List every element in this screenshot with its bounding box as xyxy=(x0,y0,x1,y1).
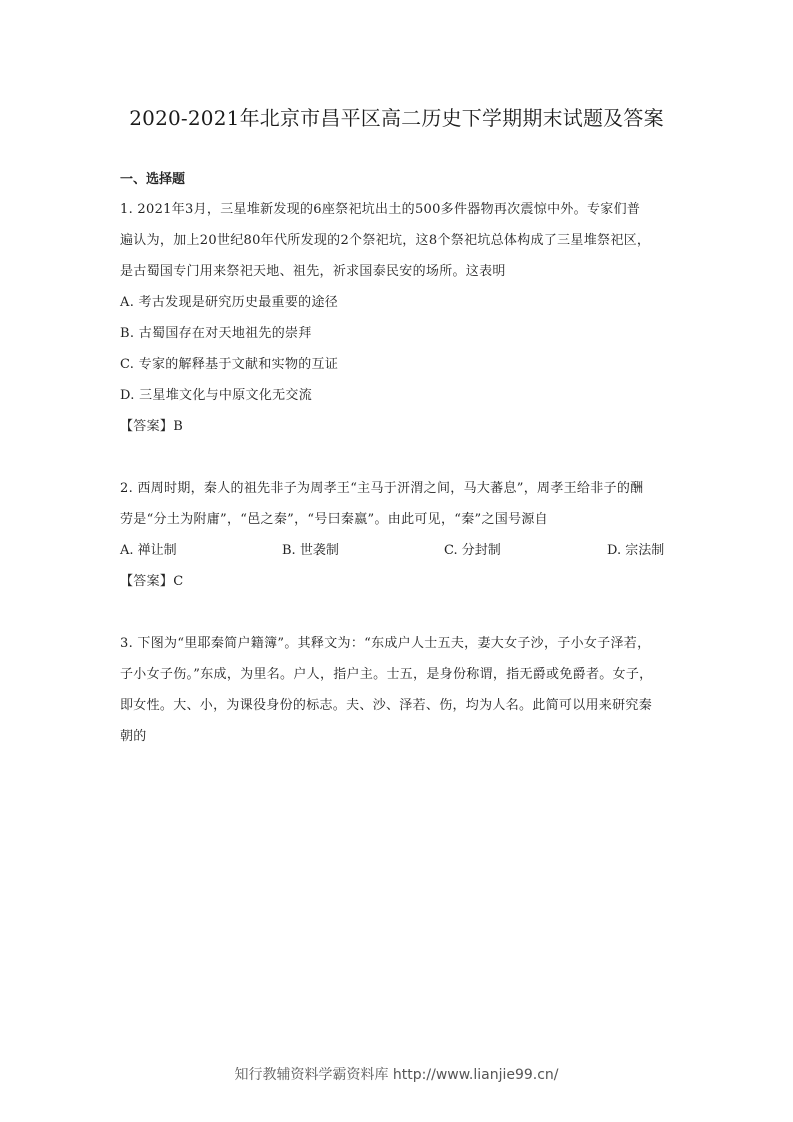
question-3-stem-line-1: 3. 下图为“里耶秦简户籍簿”。其释文为：“东成户人士五夫，妻大女子沙，子小女子泽若， xyxy=(120,636,651,651)
question-2-stem-line-2: 劳是“分土为附庸”，“邑之秦”，“号曰秦嬴”。由此可见，“秦”之国号源自 xyxy=(120,512,548,527)
question-3-stem-line-4: 朝的 xyxy=(120,729,147,744)
question-3-stem-line-2: 子小女子伤。”东成，为里名。户人，指户主。士五，是身份称谓，指无爵或免爵者。女子， xyxy=(120,667,653,682)
question-1-stem-line-2: 遍认为，加上20世纪80年代所发现的2个祭祀坑，这8个祭祀坑总体构成了三星堆祭祀区， xyxy=(120,233,651,248)
document-title: 2020-2021年北京市昌平区高二历史下学期期末试题及答案 xyxy=(129,106,664,130)
question-2-answer: 【答案】C xyxy=(120,574,184,589)
footer-watermark-text: 知行教辅资料学霸资料库 http://www.lianjie99.cn/ xyxy=(234,1067,559,1083)
question-2-option-d: D. 宗法制 xyxy=(607,543,665,558)
question-2-option-a: A. 禅让制 xyxy=(120,543,177,558)
question-1-option-a: A. 考古发现是研究历史最重要的途径 xyxy=(120,295,339,310)
question-1-option-c: C. 专家的解释基于文献和实物的互证 xyxy=(120,357,339,372)
section-heading: 一、选择题 xyxy=(120,172,186,187)
question-1-option-d: D. 三星堆文化与中原文化无交流 xyxy=(120,388,313,403)
question-2-option-c: C. 分封制 xyxy=(444,543,501,558)
question-3-stem-line-3: 即女性。大、小，为课役身份的标志。夫、沙、泽若、伤，均为人名。此简可以用来研究秦 xyxy=(120,698,653,713)
question-1-stem-line-1: 1. 2021年3月，三星堆新发现的6座祭祀坑出土的500多件器物再次震惊中外。专家们普 xyxy=(120,202,641,217)
question-1-stem-line-3: 是古蜀国专门用来祭祀天地、祖先，祈求国泰民安的场所。这表明 xyxy=(120,264,506,279)
question-1-answer: 【答案】B xyxy=(120,419,184,434)
question-2-option-b: B. 世袭制 xyxy=(282,543,339,558)
question-1-option-b: B. 古蜀国存在对天地祖先的崇拜 xyxy=(120,326,312,341)
question-2-stem-line-1: 2. 西周时期，秦人的祖先非子为周孝王“主马于汧渭之间，马大蕃息”，周孝王给非子的酬 xyxy=(120,481,644,496)
